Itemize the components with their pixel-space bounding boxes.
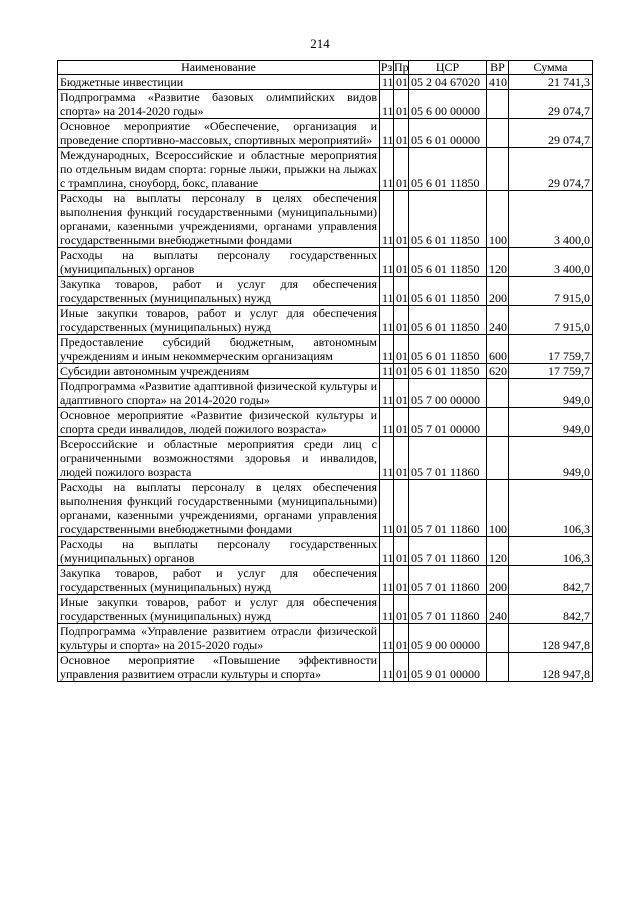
cell-pr: 01 <box>394 437 409 480</box>
cell-name: Иные закупки товаров, работ и услуг для обеспечения государственных (муниципальных) нужд <box>58 595 380 624</box>
cell-csr: 05 7 01 11860 <box>409 537 487 566</box>
cell-csr: 05 7 00 00000 <box>409 379 487 408</box>
cell-rz: 11 <box>380 537 394 566</box>
cell-sum: 7 915,0 <box>509 306 593 335</box>
cell-pr: 01 <box>394 277 409 306</box>
cell-rz: 11 <box>380 335 394 364</box>
column-header-vr: ВР <box>487 61 509 75</box>
cell-sum: 128 947,8 <box>509 624 593 653</box>
cell-sum: 949,0 <box>509 408 593 437</box>
cell-sum: 842,7 <box>509 595 593 624</box>
cell-vr: 620 <box>487 364 509 379</box>
cell-name: Расходы на выплаты персоналу в целях обеспечения выполнения функций государственными (муниципальными) органами, казенными учреждениями, органами управления государственными внебюджетными фондами <box>58 191 380 248</box>
cell-pr: 01 <box>394 191 409 248</box>
cell-name: Предоставление субсидий бюджетным, автономным учреждениям и иным некоммерческим организациям <box>58 335 380 364</box>
cell-rz: 11 <box>380 408 394 437</box>
cell-csr: 05 6 01 11850 <box>409 335 487 364</box>
cell-rz: 11 <box>380 90 394 119</box>
cell-sum: 17 759,7 <box>509 364 593 379</box>
cell-name: Бюджетные инвестиции <box>58 75 380 90</box>
table-row <box>58 306 593 335</box>
cell-pr: 01 <box>394 408 409 437</box>
cell-rz: 11 <box>380 119 394 148</box>
cell-name: Иные закупки товаров, работ и услуг для обеспечения государственных (муниципальных) нужд <box>58 306 380 335</box>
cell-csr: 05 9 01 00000 <box>409 653 487 682</box>
cell-vr: 120 <box>487 248 509 277</box>
cell-vr: 410 <box>487 75 509 90</box>
cell-name: Основное мероприятие «Развитие физической культуры и спорта среди инвалидов, людей пожилого возраста» <box>58 408 380 437</box>
cell-rz: 11 <box>380 480 394 537</box>
cell-sum: 21 741,3 <box>509 75 593 90</box>
cell-sum: 29 074,7 <box>509 148 593 191</box>
cell-name: Расходы на выплаты персоналу государственных (муниципальных) органов <box>58 248 380 277</box>
table-row <box>58 248 593 277</box>
cell-rz: 11 <box>380 306 394 335</box>
cell-sum: 106,3 <box>509 537 593 566</box>
cell-csr: 05 7 01 00000 <box>409 408 487 437</box>
column-header-sum: Сумма <box>509 61 593 75</box>
cell-csr: 05 9 00 00000 <box>409 624 487 653</box>
cell-name: Подпрограмма «Развитие базовых олимпийских видов спорта» на 2014-2020 годы» <box>58 90 380 119</box>
cell-sum: 842,7 <box>509 566 593 595</box>
table-row <box>58 480 593 537</box>
cell-csr: 05 7 01 11860 <box>409 595 487 624</box>
cell-vr <box>487 408 509 437</box>
cell-vr <box>487 437 509 480</box>
table-row <box>58 595 593 624</box>
table-row <box>58 537 593 566</box>
page-number: 214 <box>310 36 330 51</box>
cell-vr <box>487 653 509 682</box>
cell-csr: 05 7 01 11860 <box>409 480 487 537</box>
cell-name: Подпрограмма «Управление развитием отрасли физической культуры и спорта» на 2015-2020 годы» <box>58 624 380 653</box>
cell-vr: 200 <box>487 566 509 595</box>
cell-sum: 106,3 <box>509 480 593 537</box>
cell-vr: 240 <box>487 306 509 335</box>
cell-pr: 01 <box>394 335 409 364</box>
table-row <box>58 364 593 379</box>
cell-rz: 11 <box>380 191 394 248</box>
cell-pr: 01 <box>394 653 409 682</box>
table-row <box>58 119 593 148</box>
cell-pr: 01 <box>394 595 409 624</box>
cell-sum: 3 400,0 <box>509 191 593 248</box>
column-header-name: Наименование <box>58 61 380 75</box>
cell-csr: 05 6 00 00000 <box>409 90 487 119</box>
column-header-rz: Рз <box>380 60 393 74</box>
cell-name: Международных, Всероссийские и областные мероприятия по отдельным видам спорта: горные лыжи, прыжки на лыжах с трамплина, сноуборд, бокс, плавание <box>58 148 380 191</box>
cell-sum: 3 400,0 <box>509 248 593 277</box>
cell-csr: 05 6 01 00000 <box>409 119 487 148</box>
cell-vr <box>487 148 509 191</box>
cell-vr: 120 <box>487 537 509 566</box>
cell-sum: 17 759,7 <box>509 335 593 364</box>
cell-csr: 05 6 01 11850 <box>409 248 487 277</box>
table-row <box>58 653 593 682</box>
cell-name: Расходы на выплаты персоналу в целях обеспечения выполнения функций государственными (муниципальными) органами, казенными учреждениями, органами управления государственными внебюджетными фондами <box>58 480 380 537</box>
table-body <box>58 75 593 682</box>
cell-csr: 05 6 01 11850 <box>409 148 487 191</box>
cell-csr: 05 6 01 11850 <box>409 277 487 306</box>
cell-name: Основное мероприятие «Повышение эффективности управления развитием отрасли культуры и спорта» <box>58 653 380 682</box>
cell-csr: 05 6 01 11850 <box>409 191 487 248</box>
cell-rz: 11 <box>380 566 394 595</box>
cell-rz: 11 <box>380 148 394 191</box>
cell-vr <box>487 90 509 119</box>
cell-vr <box>487 624 509 653</box>
cell-vr: 200 <box>487 277 509 306</box>
cell-pr: 01 <box>394 364 409 379</box>
budget-table <box>57 60 593 682</box>
cell-rz: 11 <box>380 277 394 306</box>
cell-pr: 01 <box>394 379 409 408</box>
cell-rz: 11 <box>380 437 394 480</box>
cell-rz: 11 <box>380 624 394 653</box>
cell-pr: 01 <box>394 148 409 191</box>
cell-rz: 11 <box>380 653 394 682</box>
table-row <box>58 437 593 480</box>
cell-pr: 01 <box>394 119 409 148</box>
cell-pr: 01 <box>394 566 409 595</box>
cell-name: Основное мероприятие «Обеспечение, организация и проведение спортивно-массовых, спортивных мероприятий» <box>58 119 380 148</box>
table-row <box>58 277 593 306</box>
cell-pr: 01 <box>394 624 409 653</box>
cell-vr: 100 <box>487 191 509 248</box>
cell-vr: 240 <box>487 595 509 624</box>
cell-csr: 05 6 01 11850 <box>409 364 487 379</box>
cell-vr <box>487 119 509 148</box>
table-row <box>58 191 593 248</box>
cell-pr: 01 <box>394 537 409 566</box>
cell-name: Субсидии автономным учреждениям <box>58 364 380 379</box>
cell-vr: 100 <box>487 480 509 537</box>
cell-sum: 7 915,0 <box>509 277 593 306</box>
cell-rz: 11 <box>380 595 394 624</box>
cell-sum: 29 074,7 <box>509 119 593 148</box>
table-row <box>58 75 593 90</box>
table-row <box>58 90 593 119</box>
cell-pr: 01 <box>394 248 409 277</box>
table-row <box>58 566 593 595</box>
cell-csr: 05 2 04 67020 <box>409 75 487 90</box>
cell-csr: 05 6 01 11850 <box>409 306 487 335</box>
column-header-csr: ЦСР <box>409 61 487 75</box>
cell-rz: 11 <box>380 364 394 379</box>
cell-rz: 11 <box>380 248 394 277</box>
table-row <box>58 379 593 408</box>
column-header-pr: Пр <box>394 60 409 74</box>
cell-name: Подпрограмма «Развитие адаптивной физической культуры и адаптивного спорта» на 2014-2020 годы» <box>58 379 380 408</box>
table-row <box>58 148 593 191</box>
cell-pr: 01 <box>394 75 409 90</box>
cell-name: Закупка товаров, работ и услуг для обеспечения государственных (муниципальных) нужд <box>58 277 380 306</box>
cell-name: Всероссийские и областные мероприятия среди лиц с ограниченными возможностями здоровья и инвалидов, людей пожилого возраста <box>58 437 380 480</box>
table-row <box>58 335 593 364</box>
cell-sum: 128 947,8 <box>509 653 593 682</box>
cell-vr <box>487 379 509 408</box>
table-row <box>58 408 593 437</box>
cell-pr: 01 <box>394 90 409 119</box>
cell-rz: 11 <box>380 75 394 90</box>
cell-rz: 11 <box>380 379 394 408</box>
cell-sum: 949,0 <box>509 379 593 408</box>
cell-csr: 05 7 01 11860 <box>409 437 487 480</box>
table-row <box>58 624 593 653</box>
cell-sum: 949,0 <box>509 437 593 480</box>
cell-sum: 29 074,7 <box>509 90 593 119</box>
cell-name: Расходы на выплаты персоналу государственных (муниципальных) органов <box>58 537 380 566</box>
cell-name: Закупка товаров, работ и услуг для обеспечения государственных (муниципальных) нужд <box>58 566 380 595</box>
cell-vr: 600 <box>487 335 509 364</box>
cell-pr: 01 <box>394 480 409 537</box>
cell-csr: 05 7 01 11860 <box>409 566 487 595</box>
cell-pr: 01 <box>394 306 409 335</box>
table-header-row <box>58 61 593 75</box>
